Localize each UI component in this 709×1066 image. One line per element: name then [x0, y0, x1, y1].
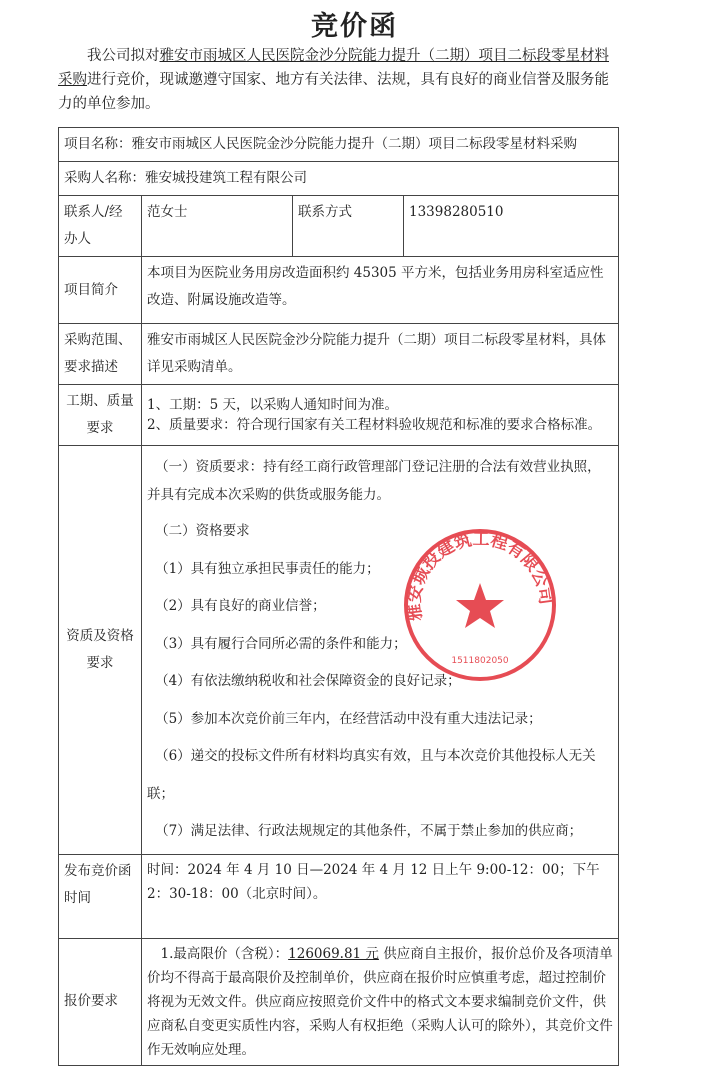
qual-item: （1）具有独立承担民事责任的能力；: [155, 560, 380, 577]
qual-item: （5）参加本次竞价前三年内，在经营活动中没有重大违法记录；: [155, 710, 542, 727]
buyer-name: 采购人名称：雅安城投建筑工程有限公司: [59, 162, 619, 196]
qual-item: （6）递交的投标文件所有材料均真实有效，且与本次竞价其他投标人无关联；: [147, 748, 596, 802]
seal-text: 雅安城投建筑工程有限公司: [404, 529, 556, 622]
contact-label: 联系人/经办人: [59, 196, 142, 257]
intro-project: 雅安市雨城区人民医院金沙分院能力提升（二期）项目二标段零星材料采购: [58, 48, 609, 88]
qual-item: （2）具有良好的商业信誉；: [155, 598, 326, 614]
period-item: 2、质量要求：符合现行国家有关工程材料验收规范和标准的要求合格标准。: [147, 417, 602, 433]
price-label: 报价要求: [59, 938, 142, 1065]
summary-value: 本项目为医院业务用房改造面积约 45305 平方米，包括业务用房科室适应性改造、附属设施改造等。: [142, 257, 619, 324]
qual-item: （一）资质要求：持有经工商行政管理部门登记注册的合法有效营业执照，并具有完成本次采购的供货或服务能力。: [147, 459, 601, 503]
summary-label: 项目简介: [59, 257, 142, 324]
qual-item: （3）具有履行合同所必需的条件和能力；: [155, 635, 407, 652]
scope-label: 采购范围、要求描述: [59, 324, 142, 385]
price-text: 供应商自主报价，报价总价及各项清单价均不得高于最高限价及控制单价，供应商在报价时应慎重考虑，超过控制价将视为无效文件。供应商应按照竞价文件中的格式文本要求编制竞价文件，供应商私自变更实质性内容，采购人有权拒绝（采购人认可的除外），其竞价文件作无效响应处理。: [147, 945, 613, 1058]
qual-item: （7）满足法律、行政法规规定的其他条件，不属于禁止参加的供应商；: [155, 823, 583, 839]
period-item: 1、工期：5 天，以采购人通知时间为准。: [147, 397, 398, 413]
qual-item: （二）资格要求: [155, 523, 250, 539]
contact-value: 范女士: [142, 196, 293, 257]
intro-suffix: 进行竞价，现诚邀遵守国家、地方有关法律、法规，具有良好的商业信誉及服务能力的单位参加。: [58, 72, 609, 112]
time-label: 发布竞价函时间: [59, 854, 142, 938]
phone-label: 联系方式: [293, 196, 404, 257]
period-label: 工期、质量要求: [59, 385, 142, 446]
scope-value: 雅安市雨城区人民医院金沙分院能力提升（二期）项目二标段零星材料，具体详见采购清单。: [142, 324, 619, 385]
price-prefix: 1.最高限价（含税）：: [160, 945, 289, 962]
document-title: 竞价函: [311, 11, 398, 42]
price-amount: 126069.81 元: [288, 945, 379, 962]
qual-item: （4）有依法缴纳税收和社会保障资金的良好记录；: [155, 673, 461, 689]
intro-prefix: 我公司拟对: [87, 48, 160, 64]
qual-label: 资质及资格要求: [59, 446, 142, 855]
time-value: 时间：2024 年 4 月 10 日—2024 年 4 月 12 日上午 9:00-12：00；下午 2：30-18：00（北京时间）。: [142, 854, 619, 938]
seal-number: 1511802050: [451, 656, 509, 666]
bid-table: [58, 127, 619, 1066]
project-name: 项目名称：雅安市雨城区人民医院金沙分院能力提升（二期）项目二标段零星材料采购: [59, 128, 619, 162]
intro-paragraph: [58, 44, 618, 116]
phone-value: 13398280510: [404, 196, 619, 257]
